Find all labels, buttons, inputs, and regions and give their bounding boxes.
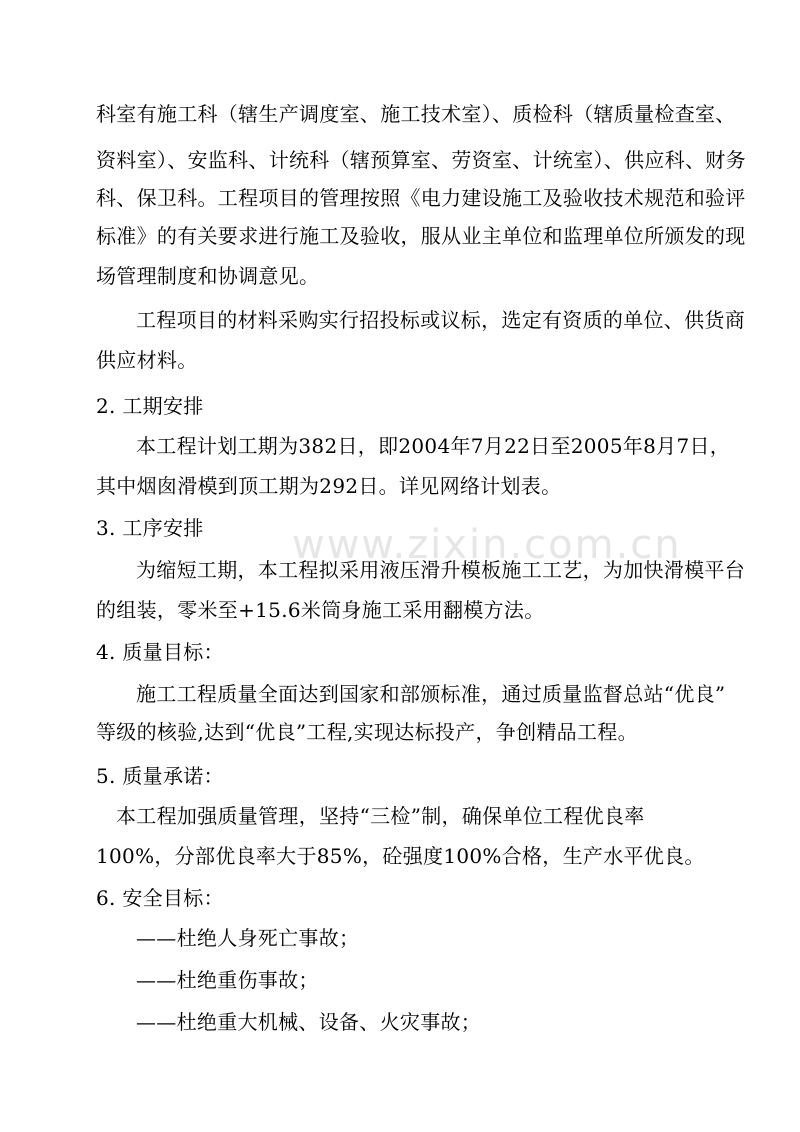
paragraph-line: 供应材料。 (96, 348, 198, 372)
paragraph-line: 施工工程质量全面达到国家和部颁标准，通过质量监督总站“优良” (136, 682, 726, 706)
paragraph-line: 科、保卫科。工程项目的管理按照《电力建设施工及验收技术规范和验评 (96, 186, 746, 210)
paragraph-line: 为缩短工期，本工程拟采用液压滑升模板施工工艺，为加快滑模平台 (136, 558, 745, 582)
paragraph-line: 科室有施工科（辖生产调度室、施工技术室）、质检科（辖质量检查室、 (96, 102, 736, 126)
list-item: ——杜绝重伤事故； (136, 968, 319, 992)
paragraph-line: 场管理制度和协调意见。 (96, 264, 320, 288)
paragraph-line: 的组装，零米至+15.6米筒身施工采用翻模方法。 (96, 598, 545, 622)
section-heading: 4. 质量目标： (96, 640, 224, 664)
section-heading: 6. 安全目标： (96, 886, 224, 910)
section-heading: 2. 工期安排 (96, 394, 204, 418)
section-heading: 3. 工序安排 (96, 516, 204, 540)
section-heading: 5. 质量承诺： (96, 764, 224, 788)
list-item: ——杜绝人身死亡事故； (136, 926, 360, 950)
paragraph-line: 100%，分部优良率大于85%，砼强度100%合格，生产水平优良。 (96, 844, 705, 868)
paragraph-line: 等级的核验,达到“优良”工程,实现达标投产，争创精品工程。 (96, 720, 638, 744)
paragraph-line: 资料室）、安监科、计统科（辖预算室、劳资室、计统室）、供应科、财务 (96, 148, 746, 172)
paragraph-line: 标准》的有关要求进行施工及验收，服从业主单位和监理单位所颁发的现 (96, 224, 746, 248)
paragraph-line: 本工程计划工期为382日，即2004年7月22日至2005年8月7日， (136, 434, 731, 458)
watermark-text: www.zixin.com.cn (292, 522, 682, 568)
paragraph-line: 工程项目的材料采购实行招投标或议标，选定有资质的单位、供货商 (136, 308, 745, 332)
list-item: ——杜绝重大机械、设备、火灾事故； (136, 1010, 482, 1034)
paragraph-line: 其中烟囱滑模到顶工期为292日。详见网络计划表。 (96, 474, 562, 498)
paragraph-line: 本工程加强质量管理，坚持“三检”制，确保单位工程优良率 (116, 804, 645, 828)
